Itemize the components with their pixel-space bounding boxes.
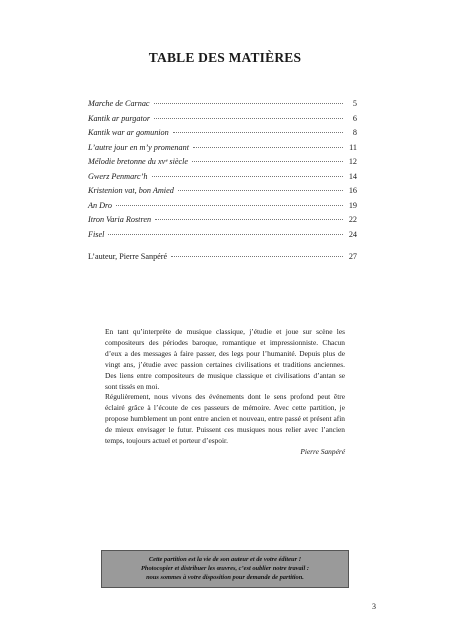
- dot-leader: [171, 256, 343, 257]
- toc-entry: [88, 112, 357, 127]
- dot-leader: [193, 147, 343, 148]
- toc-entry-title: Itron Varia Rostren: [88, 215, 152, 224]
- toc-entry-page: 19: [348, 200, 357, 210]
- toc-entry: [88, 126, 357, 141]
- dot-leader: [108, 234, 343, 235]
- notice-line: nous sommes à votre disposition pour demande de partition.: [146, 574, 304, 581]
- toc-entry-title: Gwerz Penmarc’h: [88, 171, 148, 181]
- toc-entry: [88, 184, 357, 199]
- toc-entry-title: L’auteur, Pierre Sanpéré: [88, 252, 168, 261]
- dot-leader: [154, 103, 343, 104]
- intro-paragraph: Régulièrement, nous vivons des événements dont le sens profond peut être éclairé grâce à l’écoute de ces passeurs de mémoire. Avec cette partition, je propose humblement un pont entre ancien et nouveau, entre passé et présent afin de mieux envisager le futur. Puissent ces musiques nous relier avec l’ancien temps, toujours actuel et porteur d’espoir.: [105, 392, 345, 446]
- toc-entry-title: Kantik war ar gomunion: [88, 128, 169, 137]
- copyright-notice: [101, 550, 349, 588]
- toc-entry-title: Kristenion vat, bon Amied: [88, 186, 174, 195]
- dot-leader: [178, 190, 343, 191]
- page-title: TABLE DES MATIÈRES: [148, 50, 302, 65]
- intro-text: [105, 327, 345, 458]
- toc-entry-title: Kantik ar purgator: [88, 113, 151, 123]
- toc-entry-page: 27: [348, 252, 357, 261]
- toc-entry-page: 14: [348, 171, 357, 181]
- notice-line: Photocopier et distribuer les œuvres, c’est oublier notre travail :: [141, 565, 309, 572]
- dot-leader: [173, 132, 343, 133]
- table-of-contents: [88, 97, 357, 265]
- author-signature: Pierre Sanpéré: [300, 446, 345, 456]
- notice-line: Cette partition est la vie de son auteur et de votre éditeur !: [148, 556, 302, 563]
- toc-entry-title: An Dro: [88, 200, 113, 210]
- dot-leader: [152, 176, 344, 177]
- toc-entry: [88, 228, 357, 243]
- toc-entry-page: 8: [352, 128, 357, 137]
- toc-entry: [88, 97, 357, 112]
- toc-entry-page: 24: [348, 229, 357, 239]
- toc-entry-title: Fisel: [88, 229, 105, 239]
- toc-entry: [88, 213, 357, 228]
- intro-paragraph: En tant qu’interprète de musique classique, j’étudie et joue sur scène les compositeurs des périodes baroque, romantique et impressionniste. Chacun d’eux a des messages à faire passer, des legs pour l’humanité. Depuis plus de vingt ans, j’étudie avec passion certaines civilisations et traditions anciennes. Des liens entre compositeurs de musique classique et civilisations d’antan se sont tissés en moi.: [105, 327, 345, 391]
- toc-entry-page: 22: [348, 215, 357, 224]
- dot-leader: [155, 219, 343, 220]
- page-number: 3: [372, 602, 376, 611]
- toc-entry-page: 11: [349, 142, 357, 152]
- toc-entry-page: 12: [348, 157, 357, 166]
- toc-entry-page: 6: [352, 113, 357, 123]
- toc-entry-title: L’autre jour en m’y promenant: [88, 142, 189, 152]
- toc-entry: [88, 155, 357, 170]
- dot-leader: [116, 205, 343, 206]
- toc-entry-author: [88, 250, 357, 265]
- dot-leader: [192, 161, 343, 162]
- toc-entry-title: Mélodie bretonne du xvᵉ siècle: [88, 157, 189, 166]
- toc-entry-title: Marche de Carnac: [88, 99, 150, 108]
- toc-entry: [88, 141, 357, 156]
- toc-entry-page: 5: [352, 99, 357, 108]
- toc-entry: [88, 170, 357, 185]
- dot-leader: [154, 118, 343, 119]
- toc-entry: [88, 199, 357, 214]
- toc-entry-page: 16: [348, 186, 357, 195]
